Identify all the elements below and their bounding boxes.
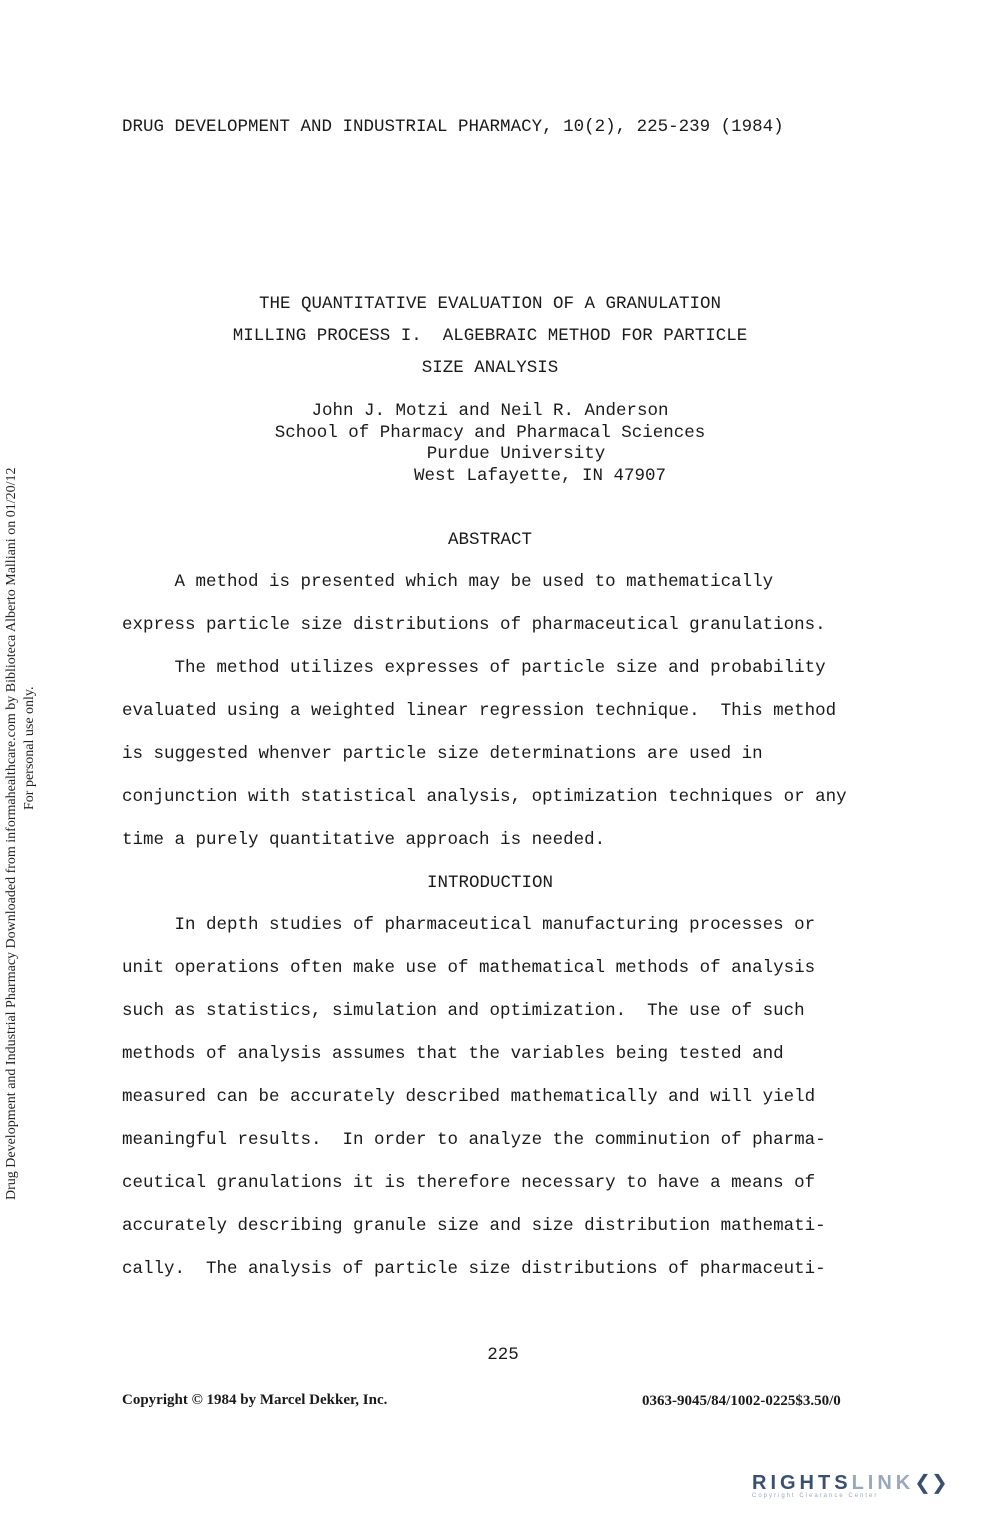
- abstract-line: The method utilizes expresses of particle size and probability: [122, 658, 826, 678]
- download-notice-line-1: Drug Development and Industrial Pharmacy Downloaded from informahealthcare.com by Biblioteca Alberto Malliani on 01/20/12: [4, 467, 19, 1200]
- author-city: West Lafayette, IN 47907: [413, 466, 667, 486]
- rightslink-logo-part-a: RIGHTS: [752, 1472, 852, 1494]
- abstract-line: time a purely quantitative approach is needed.: [122, 830, 606, 850]
- introduction-heading: INTRODUCTION: [426, 873, 554, 893]
- abstract-line: evaluated using a weighted linear regression technique. This method: [122, 701, 837, 721]
- introduction-line: unit operations often make use of mathematical methods of analysis: [122, 958, 816, 978]
- article-code: 0363-9045/84/1002-0225$3.50/0: [642, 1393, 841, 1409]
- download-notice-sidebar: [0, 0, 60, 1535]
- author-names: John J. Motzi and Neil R. Anderson: [311, 401, 669, 421]
- introduction-line: methods of analysis assumes that the variables being tested and: [122, 1044, 784, 1064]
- abstract-body: [122, 561, 882, 862]
- introduction-body: [122, 904, 882, 1291]
- introduction-line: measured can be accurately described mathematically and will yield: [122, 1087, 816, 1107]
- title-line-2: MILLING PROCESS I. ALGEBRAIC METHOD FOR PARTICLE: [232, 326, 748, 346]
- copyright-notice: Copyright © 1984 by Marcel Dekker, Inc.: [122, 1392, 388, 1408]
- introduction-line: In depth studies of pharmaceutical manufacturing processes or: [122, 915, 816, 935]
- abstract-line: is suggested whenver particle size determinations are used in: [122, 744, 763, 764]
- title-line-1: THE QUANTITATIVE EVALUATION OF A GRANULATION: [258, 294, 722, 314]
- introduction-line: ceutical granulations it is therefore necessary to have a means of: [122, 1173, 816, 1193]
- abstract-line: A method is presented which may be used to mathematically: [122, 572, 774, 592]
- download-notice-line-2: For personal use only.: [22, 686, 37, 810]
- journal-header: DRUG DEVELOPMENT AND INDUSTRIAL PHARMACY, 10(2), 225-239 (1984): [122, 117, 784, 137]
- abstract-line: express particle size distributions of pharmaceutical granulations.: [122, 615, 826, 635]
- rightslink-logo-part-b: LINK: [851, 1472, 915, 1494]
- introduction-line: cally. The analysis of particle size distributions of pharmaceuti-: [122, 1259, 826, 1279]
- introduction-line: meaningful results. In order to analyze the comminution of pharma-: [122, 1130, 826, 1150]
- author-university: Purdue University: [426, 444, 606, 464]
- introduction-line: such as statistics, simulation and optimization. The use of such: [122, 1001, 805, 1021]
- introduction-line: accurately describing granule size and size distribution mathemati-: [122, 1216, 826, 1236]
- abstract-line: conjunction with statistical analysis, optimization techniques or any: [122, 787, 847, 807]
- chevrons-icon: ❮❯: [914, 1472, 948, 1494]
- rightslink-logo[interactable]: [752, 1470, 992, 1510]
- rightslink-subtitle: Copyright Clearance Center: [752, 1493, 879, 1499]
- page-number: 225: [487, 1345, 519, 1365]
- abstract-heading: ABSTRACT: [447, 530, 532, 550]
- title-line-3: SIZE ANALYSIS: [421, 358, 559, 378]
- author-school: School of Pharmacy and Pharmacal Sciences: [274, 423, 706, 443]
